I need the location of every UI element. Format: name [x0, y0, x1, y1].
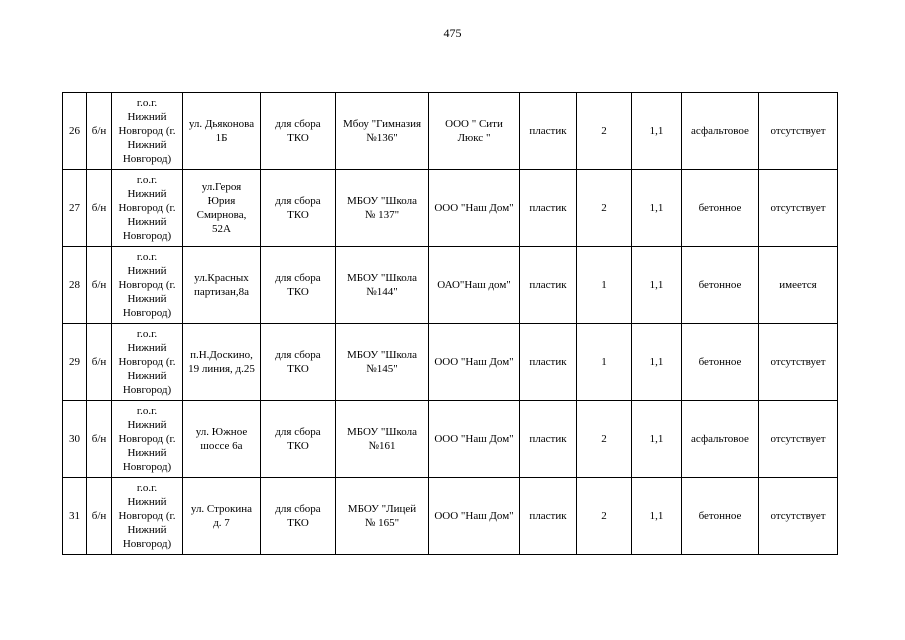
- municipality-line: Нижний: [127, 216, 167, 228]
- cell-owner: [336, 478, 429, 555]
- cell-address: [183, 93, 261, 170]
- cell-count: 2: [577, 478, 632, 555]
- municipality-line: Нижний: [127, 188, 167, 200]
- cell-operator: [429, 170, 520, 247]
- cell-volume: 1,1: [632, 170, 682, 247]
- municipality-line: Нижний: [127, 293, 167, 305]
- municipality-line: Нижний: [127, 447, 167, 459]
- cell-address: [183, 478, 261, 555]
- municipality-line: Нижний: [127, 265, 167, 277]
- address-line: 19 линия, д.25: [188, 363, 255, 375]
- address-line: ул.Героя: [201, 181, 242, 193]
- municipality-line: Нижний: [127, 370, 167, 382]
- cell-operator: [429, 247, 520, 324]
- owner-line: №136": [366, 132, 398, 144]
- operator-line: ООО "Наш Дом": [434, 510, 514, 522]
- municipality-line: Нижний: [127, 524, 167, 536]
- cell-purpose: [261, 478, 336, 555]
- municipality-line: Новгород (г.: [118, 433, 176, 445]
- operator-line: ОАО"Наш дом": [437, 279, 511, 291]
- waste-sites-table: [62, 92, 838, 555]
- table-row: [63, 478, 838, 555]
- operator-line: ООО "Наш Дом": [434, 356, 514, 368]
- purpose-line: ТКО: [287, 517, 309, 529]
- cell-bn: б/н: [87, 93, 112, 170]
- cell-material: пластик: [520, 93, 577, 170]
- cell-surface: бетонное: [682, 478, 759, 555]
- purpose-line: для сбора: [275, 272, 321, 284]
- cell-fence: отсутствует: [759, 478, 838, 555]
- address-line: ул. Строкина: [190, 503, 253, 515]
- municipality-line: г.о.г.: [136, 405, 158, 417]
- cell-operator: [429, 93, 520, 170]
- address-line: ул.Красных: [194, 272, 249, 284]
- cell-surface: асфальтовое: [682, 401, 759, 478]
- table-row: [63, 401, 838, 478]
- cell-operator: [429, 478, 520, 555]
- cell-address: [183, 247, 261, 324]
- cell-operator: [429, 401, 520, 478]
- address-line: ул. Дьяконова: [188, 118, 255, 130]
- operator-line: Люкс ": [457, 132, 491, 144]
- cell-fence: отсутствует: [759, 170, 838, 247]
- cell-material: пластик: [520, 170, 577, 247]
- municipality-line: Новгород (г.: [118, 202, 176, 214]
- municipality-line: Новгород): [122, 230, 172, 242]
- cell-purpose: [261, 170, 336, 247]
- owner-line: № 137": [364, 209, 400, 221]
- cell-fence: имеется: [759, 247, 838, 324]
- owner-line: МБОУ "Школа: [347, 426, 417, 438]
- municipality-line: г.о.г.: [136, 174, 158, 186]
- cell-address: [183, 324, 261, 401]
- cell-bn: б/н: [87, 478, 112, 555]
- cell-surface: бетонное: [682, 324, 759, 401]
- cell-count: 2: [577, 401, 632, 478]
- cell-bn: б/н: [87, 170, 112, 247]
- cell-address: [183, 401, 261, 478]
- municipality-line: Нижний: [127, 111, 167, 123]
- purpose-line: ТКО: [287, 440, 309, 452]
- cell-surface: бетонное: [682, 170, 759, 247]
- municipality-line: Новгород (г.: [118, 279, 176, 291]
- cell-num: 29: [63, 324, 87, 401]
- cell-owner: [336, 247, 429, 324]
- operator-line: ООО "Наш Дом": [434, 433, 514, 445]
- cell-fence: отсутствует: [759, 324, 838, 401]
- address-line: 52А: [212, 223, 231, 235]
- municipality-line: г.о.г.: [136, 482, 158, 494]
- cell-num: 26: [63, 93, 87, 170]
- cell-volume: 1,1: [632, 247, 682, 324]
- cell-surface: бетонное: [682, 247, 759, 324]
- cell-count: 2: [577, 170, 632, 247]
- table-row: [63, 247, 838, 324]
- address-line: д. 7: [213, 517, 230, 529]
- address-line: партизан,8а: [193, 286, 250, 298]
- page-number: 475: [443, 26, 462, 40]
- cell-municipality: [112, 170, 183, 247]
- municipality-line: Новгород (г.: [118, 356, 176, 368]
- owner-line: Мбоу "Гимназия: [342, 118, 422, 130]
- cell-volume: 1,1: [632, 478, 682, 555]
- cell-purpose: [261, 324, 336, 401]
- purpose-line: ТКО: [287, 209, 309, 221]
- address-line: шоссе 6а: [200, 440, 243, 452]
- cell-purpose: [261, 401, 336, 478]
- purpose-line: для сбора: [275, 426, 321, 438]
- purpose-line: для сбора: [275, 503, 321, 515]
- municipality-line: Нижний: [127, 139, 167, 151]
- address-line: Смирнова,: [196, 209, 247, 221]
- address-line: п.Н.Доскино,: [190, 349, 253, 361]
- municipality-line: Новгород): [122, 384, 172, 396]
- cell-volume: 1,1: [632, 93, 682, 170]
- owner-line: №144": [366, 286, 398, 298]
- cell-municipality: [112, 401, 183, 478]
- cell-address: [183, 170, 261, 247]
- address-line: ул. Южное: [195, 426, 248, 438]
- purpose-line: ТКО: [287, 132, 309, 144]
- cell-owner: [336, 401, 429, 478]
- operator-line: ООО " Сити: [445, 118, 503, 130]
- municipality-line: Новгород): [122, 538, 172, 550]
- purpose-line: для сбора: [275, 349, 321, 361]
- owner-line: № 165": [364, 517, 400, 529]
- cell-owner: [336, 93, 429, 170]
- cell-fence: отсутствует: [759, 93, 838, 170]
- owner-line: МБОУ "Школа: [347, 195, 417, 207]
- cell-volume: 1,1: [632, 401, 682, 478]
- cell-material: пластик: [520, 401, 577, 478]
- cell-material: пластик: [520, 324, 577, 401]
- cell-municipality: [112, 247, 183, 324]
- owner-line: МБОУ "Лицей: [347, 503, 417, 515]
- cell-purpose: [261, 93, 336, 170]
- cell-count: 2: [577, 93, 632, 170]
- cell-num: 30: [63, 401, 87, 478]
- address-line: Юрия: [207, 195, 236, 207]
- cell-num: 31: [63, 478, 87, 555]
- municipality-line: Нижний: [127, 496, 167, 508]
- cell-surface: асфальтовое: [682, 93, 759, 170]
- municipality-line: Новгород (г.: [118, 125, 176, 137]
- cell-owner: [336, 170, 429, 247]
- municipality-line: г.о.г.: [136, 251, 158, 263]
- municipality-line: г.о.г.: [136, 328, 158, 340]
- municipality-line: Новгород): [122, 153, 172, 165]
- cell-count: 1: [577, 324, 632, 401]
- purpose-line: для сбора: [275, 195, 321, 207]
- operator-line: ООО "Наш Дом": [434, 202, 514, 214]
- cell-bn: б/н: [87, 401, 112, 478]
- cell-count: 1: [577, 247, 632, 324]
- table-row: [63, 170, 838, 247]
- cell-bn: б/н: [87, 247, 112, 324]
- cell-municipality: [112, 478, 183, 555]
- municipality-line: Нижний: [127, 342, 167, 354]
- owner-line: МБОУ "Школа: [347, 349, 417, 361]
- municipality-line: г.о.г.: [136, 97, 158, 109]
- municipality-line: Новгород): [122, 461, 172, 473]
- purpose-line: ТКО: [287, 286, 309, 298]
- purpose-line: для сбора: [275, 118, 321, 130]
- address-line: 1Б: [215, 132, 228, 144]
- cell-purpose: [261, 247, 336, 324]
- municipality-line: Новгород (г.: [118, 510, 176, 522]
- owner-line: МБОУ "Школа: [347, 272, 417, 284]
- cell-volume: 1,1: [632, 324, 682, 401]
- cell-municipality: [112, 324, 183, 401]
- cell-num: 28: [63, 247, 87, 324]
- municipality-line: Новгород): [122, 307, 172, 319]
- cell-owner: [336, 324, 429, 401]
- purpose-line: ТКО: [287, 363, 309, 375]
- municipality-line: Нижний: [127, 419, 167, 431]
- cell-operator: [429, 324, 520, 401]
- cell-material: пластик: [520, 478, 577, 555]
- cell-material: пластик: [520, 247, 577, 324]
- table-row: [63, 324, 838, 401]
- owner-line: №145": [366, 363, 398, 375]
- cell-municipality: [112, 93, 183, 170]
- table-row: [63, 93, 838, 170]
- owner-line: №161: [368, 440, 396, 452]
- cell-fence: отсутствует: [759, 401, 838, 478]
- cell-bn: б/н: [87, 324, 112, 401]
- cell-num: 27: [63, 170, 87, 247]
